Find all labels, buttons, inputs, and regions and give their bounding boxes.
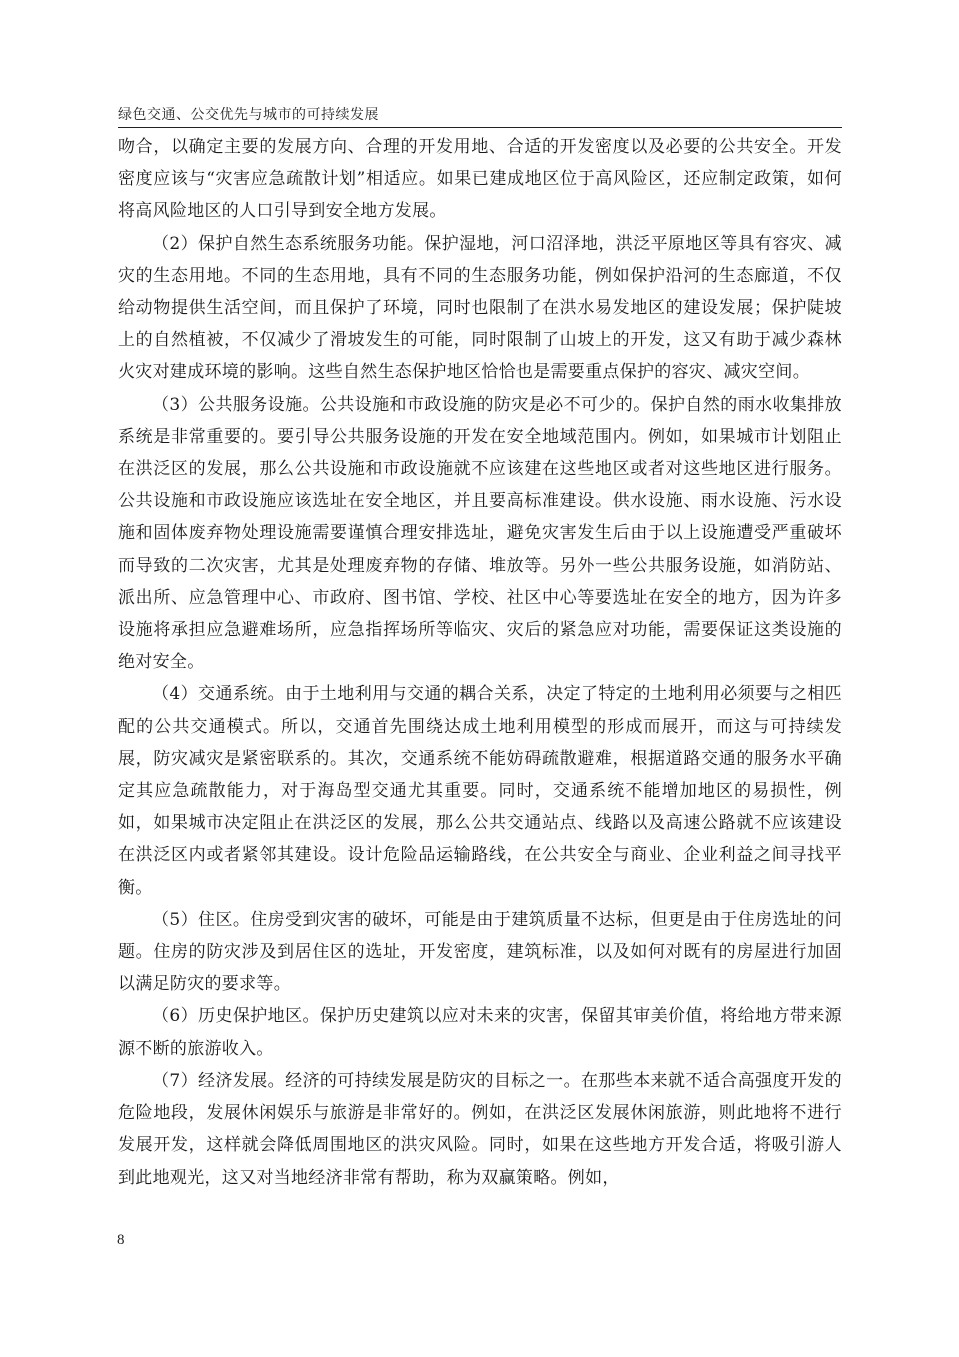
header-divider [118,127,842,128]
paragraph-ecosystem: （2）保护自然生态系统服务功能。保护湿地，河口沼泽地，洪泛平原地区等具有容灾、减灾的生态用地。不同的生态用地，具有不同的生态服务功能，例如保护沿河的生态廊道，不仅给动物提供生活空间，而且保护了环境，同时也限制了在洪水易发地区的建设发展；保护陡坡上的自然植被，不仅减少了滑坡发生的可能，同时限制了山坡上的开发，这又有助于减少森林火灾对建成环境的影响。这些自然生态保护地区恰恰也是需要重点保护的容灾、减灾空间。 [118,233,842,383]
body-text [118,131,842,1194]
paragraph-transport: （4）交通系统。由于土地利用与交通的耦合关系，决定了特定的土地利用必须要与之相匹配的公共交通模式。所以，交通首先围绕达成土地利用模型的形成而展开，而这与可持续发展，防灾减灾是紧密联系的。其次，交通系统不能妨碍疏散避难，根据道路交通的服务水平确定其应急疏散能力，对于海岛型交通尤其重要。同时，交通系统不能增加地区的易损性，例如，如果城市决定阻止在洪泛区的发展，那么公共交通站点、线路以及高速公路就不应该建设在洪泛区内或者紧邻其建设。设计危险品运输路线，在公共安全与商业、企业利益之间寻找平衡。 [118,684,842,898]
paragraph-economy: （7）经济发展。经济的可持续发展是防灾的目标之一。在那些本来就不适合高强度开发的危险地段，发展休闲娱乐与旅游是非常好的。例如，在洪泛区发展休闲旅游，则此地将不进行发展开发，这样就会降低周围地区的洪灾风险。同时，如果在这些地方开发合适，将吸引游人到此地观光，这又对当地经济非常有帮助，称为双赢策略。例如， [118,1070,842,1188]
page-number: 8 [117,1232,125,1248]
paragraph-housing: （5）住区。住房受到灾害的破坏，可能是由于建筑质量不达标，但更是由于住房选址的问题。住房的防灾涉及到居住区的选址，开发密度，建筑标准，以及如何对既有的房屋进行加固以满足防灾的要求等。 [118,909,842,995]
paragraph-historic: （6）历史保护地区。保护历史建筑以应对未来的灾害，保留其审美价值，将给地方带来源源不断的旅游收入。 [118,1006,842,1059]
paragraph-continuation: 吻合，以确定主要的发展方向、合理的开发用地、合适的开发密度以及必要的公共安全。开发密度应该与“灾害应急疏散计划”相适应。如果已建成地区位于高风险区，还应制定政策，如何将高风险地区的人口引导到安全地方发展。 [118,137,842,222]
paragraph-public-facilities: （3）公共服务设施。公共设施和市政设施的防灾是必不可少的。保护自然的雨水收集排放系统是非常重要的。要引导公共服务设施的开发在安全地域范围内。例如，如果城市计划阻止在洪泛区的发展，那么公共设施和市政设施就不应该建在这些地区或者对这些地区进行服务。公共设施和市政设施应该选址在安全地区，并且要高标准建设。供水设施、雨水设施、污水设施和固体废弃物处理设施需要谨慎合理安排选址，避免灾害发生后由于以上设施遭受严重破坏而导致的二次灾害，尤其是处理废弃物的存储、堆放等。另外一些公共服务设施，如消防站、派出所、应急管理中心、市政府、图书馆、学校、社区中心等要选址在安全的地方，因为许多设施将承担应急避难场所，应急指挥场所等临灾、灾后的紧急应对功能，需要保证这类设施的绝对安全。 [118,394,842,673]
running-header: 绿色交通、公交优先与城市的可持续发展 [118,107,379,123]
